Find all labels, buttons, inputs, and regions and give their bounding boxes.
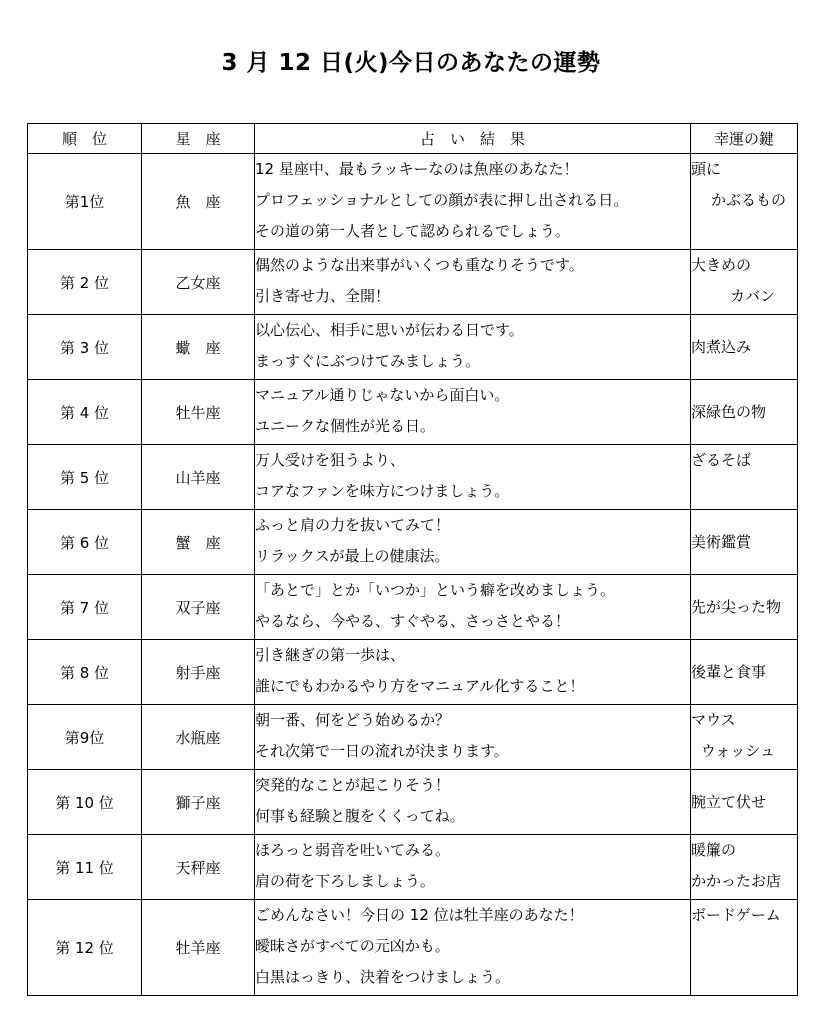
result-cell [255, 900, 691, 996]
result-cell [255, 250, 691, 315]
result-cell [255, 154, 691, 250]
lucky-line: 暖簾の [691, 841, 737, 859]
lucky-line: 美術鑑賞 [691, 533, 752, 551]
sign-cell: 双子座 [142, 575, 255, 640]
lucky-cell [691, 640, 798, 705]
lucky-line: カバン [729, 287, 775, 305]
result-cell [255, 640, 691, 705]
lucky-line: ウォッシュ [700, 742, 775, 760]
rank-cell: 第 5 位 [28, 445, 142, 510]
header-row [28, 124, 798, 154]
lucky-cell [691, 575, 798, 640]
result-cell [255, 510, 691, 575]
lucky-line: かかったお店 [691, 872, 782, 890]
result-line: 白黒はっきり、決着をつけましょう。 [255, 968, 511, 986]
rank-cell: 第 10 位 [28, 770, 142, 835]
lucky-cell [691, 835, 798, 900]
table-row [28, 640, 798, 705]
page-title: 3 月 12 日(火)今日のあなたの運勢 [221, 50, 601, 76]
lucky-line: 頭に [691, 160, 722, 178]
sign-cell: 天秤座 [142, 835, 255, 900]
rank-cell: 第 4 位 [28, 380, 142, 445]
lucky-cell [691, 380, 798, 445]
result-line: 突発的なことが起こりそう！ [255, 776, 451, 794]
lucky-cell [691, 154, 798, 250]
table-row [28, 445, 798, 510]
result-line: ほろっと弱音を吐いてみる。 [255, 841, 451, 859]
table-row [28, 770, 798, 835]
result-line: プロフェッショナルとしての顔が表に押し出される日。 [255, 191, 629, 209]
result-line: 「あとで」とか「いつか」という癖を改めましょう。 [255, 581, 616, 599]
lucky-line: 大きめの [691, 256, 752, 274]
sign-cell: 水瓶座 [142, 705, 255, 770]
lucky-cell [691, 510, 798, 575]
result-line: その道の第一人者として認められるでしょう。 [255, 222, 570, 240]
sign-cell: 獅子座 [142, 770, 255, 835]
lucky-line: ざるそば [691, 451, 752, 469]
lucky-line: 肉煮込み [691, 338, 752, 356]
table-row [28, 900, 798, 996]
table-row [28, 835, 798, 900]
sign-cell: 乙女座 [142, 250, 255, 315]
header-lucky: 幸運の鍵 [691, 124, 798, 154]
result-line: ユニークな個性が光る日。 [255, 417, 436, 435]
result-cell [255, 575, 691, 640]
lucky-line: 深緑色の物 [691, 403, 767, 421]
table-row [28, 154, 798, 250]
sign-cell: 魚 座 [142, 154, 255, 250]
table-row [28, 510, 798, 575]
rank-cell: 第 2 位 [28, 250, 142, 315]
result-line: 肩の荷を下ろしましょう。 [255, 872, 436, 890]
header-result: 占 い 結 果 [255, 124, 691, 154]
table-row [28, 575, 798, 640]
header-sign: 星 座 [142, 124, 255, 154]
rank-cell: 第 12 位 [28, 900, 142, 996]
lucky-cell [691, 770, 798, 835]
result-cell [255, 445, 691, 510]
rank-cell: 第 3 位 [28, 315, 142, 380]
result-line: コアなファンを味方につけましょう。 [255, 482, 510, 500]
lucky-cell [691, 705, 798, 770]
rank-cell: 第 7 位 [28, 575, 142, 640]
result-line: 万人受けを狙うより、 [255, 451, 406, 469]
result-line: 何事も経験と腹をくくってね。 [255, 807, 465, 825]
result-line: やるなら、今やる、すぐやる、さっさとやる！ [255, 612, 571, 630]
table-row [28, 380, 798, 445]
sign-cell: 蟹 座 [142, 510, 255, 575]
result-line: 以心伝心、相手に思いが伝わる日です。 [255, 321, 524, 339]
lucky-line: マウス [691, 711, 736, 729]
result-line: まっすぐにぶつけてみましょう。 [255, 352, 481, 370]
table-row [28, 250, 798, 315]
rank-cell: 第 11 位 [28, 835, 142, 900]
lucky-line: 腕立て伏せ [691, 793, 767, 811]
result-line: ごめんなさい！今日の 12 位は牡羊座のあなた！ [255, 906, 584, 924]
result-line: リラックスが最上の健康法。 [255, 547, 450, 565]
result-cell [255, 770, 691, 835]
result-cell [255, 380, 691, 445]
result-line: マニュアル通りじゃないから面白い。 [255, 386, 510, 404]
rank-cell: 第1位 [28, 154, 142, 250]
result-cell [255, 835, 691, 900]
rank-cell: 第9位 [28, 705, 142, 770]
sign-cell: 蠍 座 [142, 315, 255, 380]
sign-cell: 牡羊座 [142, 900, 255, 996]
rank-cell: 第 6 位 [28, 510, 142, 575]
lucky-line: ボードゲーム [691, 906, 781, 924]
table-row [28, 705, 798, 770]
sign-cell: 山羊座 [142, 445, 255, 510]
sign-cell: 射手座 [142, 640, 255, 705]
result-line: 12 星座中、最もラッキーなのは魚座のあなた！ [255, 160, 579, 178]
lucky-cell [691, 315, 798, 380]
header-rank: 順 位 [28, 124, 142, 154]
result-line: 引き寄せ力、全開！ [255, 287, 391, 305]
lucky-line: 後輩と食事 [691, 663, 767, 681]
result-line: ふっと肩の力を抜いてみて！ [255, 516, 451, 534]
result-line: 偶然のような出来事がいくつも重なりそうです。 [255, 256, 584, 274]
lucky-cell [691, 250, 798, 315]
fortune-table [27, 123, 798, 996]
sign-cell: 牡牛座 [142, 380, 255, 445]
result-line: 曖昧さがすべての元凶かも。 [255, 937, 450, 955]
result-cell [255, 705, 691, 770]
table-row [28, 315, 798, 380]
rank-cell: 第 8 位 [28, 640, 142, 705]
lucky-line: 先が尖った物 [691, 598, 782, 616]
result-line: それ次第で一日の流れが決まります。 [255, 742, 509, 760]
result-line: 朝一番、何をどう始めるか？ [255, 711, 451, 729]
result-line: 誰にでもわかるやり方をマニュアル化すること！ [255, 677, 585, 695]
lucky-cell [691, 445, 798, 510]
lucky-cell [691, 900, 798, 996]
result-line: 引き継ぎの第一歩は、 [255, 646, 406, 664]
result-cell [255, 315, 691, 380]
lucky-line: かぶるもの [711, 191, 787, 209]
